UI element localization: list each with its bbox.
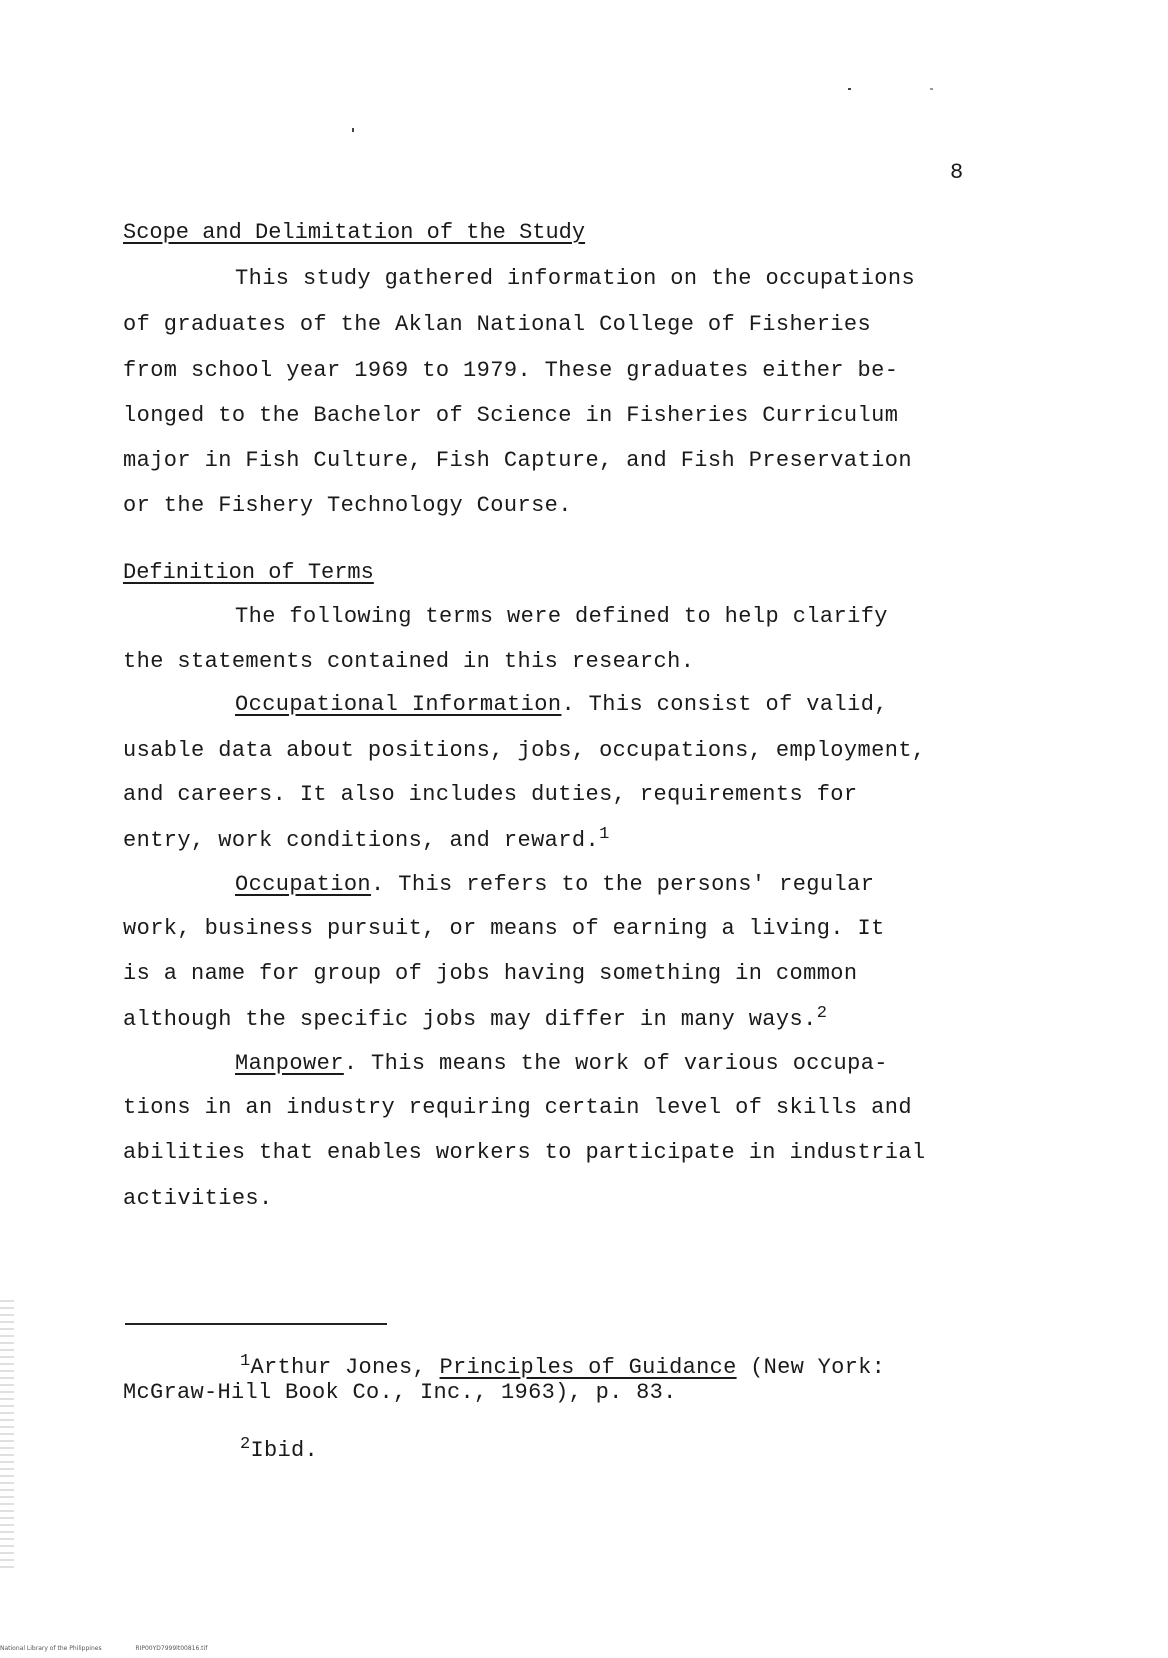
page-number: 8 — [950, 160, 964, 185]
definition-text: . This refers to the persons' regular — [371, 872, 875, 897]
paragraph-line: longed to the Bachelor of Science in Fisheries Curriculum — [123, 403, 899, 428]
paragraph-line: major in Fish Culture, Fish Capture, and Fish Preservation — [123, 448, 912, 473]
term-manpower: Manpower — [235, 1051, 344, 1076]
footnote-number: 2 — [240, 1435, 251, 1454]
paragraph-line: of graduates of the Aklan National College of Fisheries — [123, 312, 872, 337]
term-occupational-information: Occupational Information — [235, 692, 562, 717]
scan-library-label: National Library of the Philippines — [0, 1645, 102, 1652]
footnote-divider — [125, 1323, 387, 1325]
scan-speck — [848, 88, 851, 90]
paragraph-line: the statements contained in this research. — [123, 649, 695, 674]
paragraph-line: is a name for group of jobs having something in common — [123, 961, 858, 986]
scan-speck — [352, 128, 354, 132]
footnote-publisher-start: (New York: — [736, 1355, 886, 1380]
footnote-reference: 1 — [599, 825, 610, 844]
paragraph-line: or the Fishery Technology Course. — [123, 493, 572, 518]
footnote-2 — [240, 1435, 319, 1463]
scan-footer — [0, 1645, 207, 1652]
paragraph-line-with-footnote — [123, 1004, 828, 1032]
footnote-book-title: Principles of Guidance — [439, 1355, 737, 1380]
definition-text: although the specific jobs may differ in many ways. — [123, 1007, 817, 1032]
paragraph-line-with-footnote — [123, 825, 610, 853]
paragraph-line: This study gathered information on the occupations — [235, 266, 916, 291]
definition-manpower — [235, 1051, 888, 1076]
term-occupation: Occupation — [235, 872, 372, 897]
paragraph-line: activities. — [123, 1186, 273, 1211]
definition-occupational-information — [235, 692, 888, 717]
scan-file-label: RIP00YD7999lt00816.tif — [135, 1645, 208, 1652]
footnote-reference: 2 — [816, 1004, 828, 1023]
definition-text: . This means the work of various occupa- — [343, 1051, 888, 1076]
footnote-text: Ibid. — [250, 1438, 319, 1463]
paragraph-line: The following terms were defined to help clarify — [235, 604, 888, 629]
footnote-1 — [240, 1352, 886, 1380]
definition-occupation — [235, 872, 874, 897]
scan-speck — [930, 88, 933, 90]
paragraph-line: tions in an industry requiring certain level of skills and — [123, 1095, 912, 1120]
scan-edge-noise — [0, 1300, 14, 1570]
paragraph-line: and careers. It also includes duties, requirements for — [123, 782, 858, 807]
definition-text: . This consist of valid, — [561, 692, 888, 717]
section-heading-scope: Scope and Delimitation of the Study — [123, 220, 586, 245]
definition-text: entry, work conditions, and reward. — [123, 828, 600, 853]
paragraph-line: from school year 1969 to 1979. These graduates either be- — [123, 358, 899, 383]
footnote-number: 1 — [240, 1352, 251, 1371]
paragraph-line: usable data about positions, jobs, occupations, employment, — [123, 738, 926, 763]
paragraph-line: abilities that enables workers to participate in industrial — [123, 1140, 926, 1165]
footnote-author: Arthur Jones, — [250, 1355, 440, 1380]
section-heading-definitions: Definition of Terms — [123, 560, 374, 585]
footnote-1-line-2: McGraw-Hill Book Co., Inc., 1963), p. 83. — [123, 1380, 677, 1405]
paragraph-line: work, business pursuit, or means of earning a living. It — [123, 916, 885, 941]
